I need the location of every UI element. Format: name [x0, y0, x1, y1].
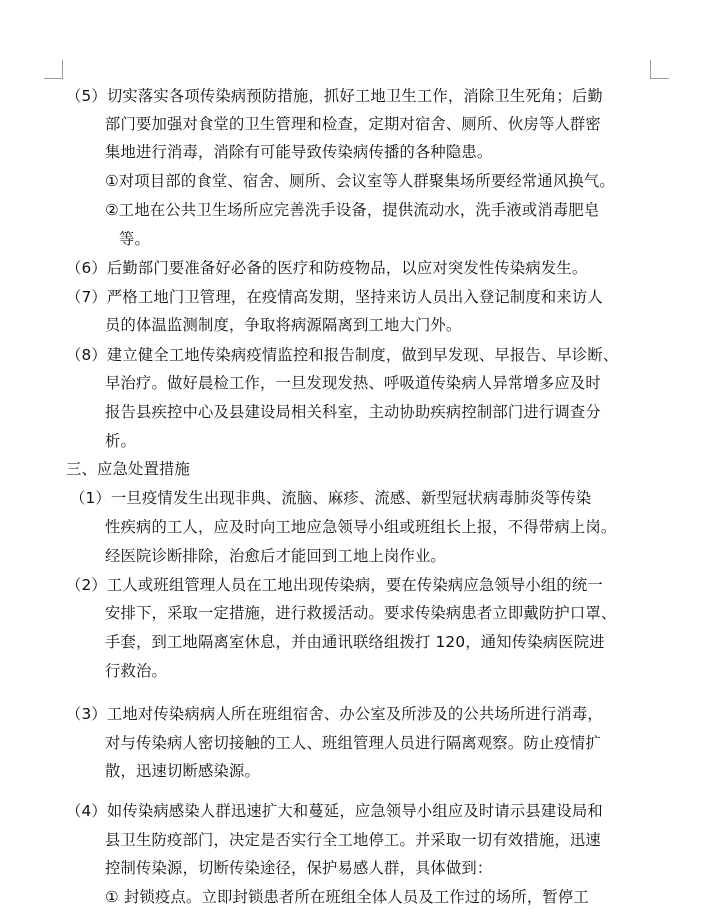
text-line: 对与传染病人密切接触的工人、班组管理人员进行隔离观察。防止疫情扩 [105, 734, 601, 752]
text-line: 析。 [105, 432, 136, 450]
text-line: 手套，到工地隔离室休息，并由通讯联络组拨打 120，通知传染病医院进 [105, 633, 605, 651]
text-line: 部门要加强对食堂的卫生管理和检查，定期对宿舍、厕所、伙房等人群密 [105, 115, 601, 133]
text-line: （2）工人或班组管理人员在工地出现传染病，要在传染病应急领导小组的统一 [66, 576, 603, 594]
text-line: 等。 [119, 230, 150, 248]
text-line: 控制传染源，切断传染途径，保护易感人群，具体做到： [105, 859, 493, 877]
text-line: 安排下，采取一定措施，进行救援活动。要求传染病患者立即戴防护口罩、 [105, 604, 617, 622]
text-line: 报告县疾控中心及县建设局相关科室，主动协助疾病控制部门进行调查分 [105, 403, 601, 421]
text-line: ①对项目部的食堂、宿舍、厕所、会议室等人群聚集场所要经常通风换气。 [105, 172, 615, 190]
text-line: 员的体温监测制度，争取将病源隔离到工地大门外。 [105, 316, 462, 334]
text-line: 散，迅速切断感染源。 [105, 762, 260, 780]
text-line: （4）如传染病感染人群迅速扩大和蔓延，应急领导小组应及时请示县建设局和 [66, 802, 603, 820]
text-line: 行救治。 [105, 662, 167, 680]
crop-mark-right [650, 60, 669, 79]
text-line: 县卫生防疫部门，决定是否实行全工地停工。并采取一切有效措施，迅速 [105, 831, 601, 849]
crop-mark-left [44, 60, 63, 79]
text-line: （3）工地对传染病病人所在班组宿舍、办公室及所涉及的公共场所进行消毒， [66, 705, 603, 723]
text-line: （6）后勤部门要准备好必备的医疗和防疫物品，以应对突发性传染病发生。 [66, 259, 588, 277]
text-line: （8）建立健全工地传染病疫情监控和报告制度，做到早发现、早报告、早诊断、 [66, 346, 619, 364]
text-line: ① 封锁疫点。立即封锁患者所在班组全体人员及工作过的场所，暂停工 [105, 888, 589, 906]
text-line: 经医院诊断排除，治愈后才能回到工地上岗作业。 [105, 547, 446, 565]
text-line: 性疾病的工人，应及时向工地应急领导小组或班组长上报，不得带病上岗。 [105, 518, 617, 536]
text-line: （1）一旦疫情发生出现非典、流脑、麻疹、流感、新型冠状病毒肺炎等传染 [70, 489, 592, 507]
text-line: （7）严格工地门卫管理，在疫情高发期，坚持来访人员出入登记制度和来访人 [66, 288, 603, 306]
text-line: ②工地在公共卫生场所应完善洗手设备，提供流动水，洗手液或消毒肥皂 [105, 201, 600, 219]
text-line: 早治疗。做好晨检工作，一旦发现发热、呼吸道传染病人异常增多应及时 [105, 374, 601, 392]
section-heading: 三、应急处置措施 [66, 460, 190, 478]
text-line: 集地进行消毒，消除有可能导致传染病传播的各种隐患。 [105, 143, 493, 161]
text-line: （5）切实落实各项传染病预防措施，抓好工地卫生工作，消除卫生死角；后勤 [66, 87, 603, 105]
